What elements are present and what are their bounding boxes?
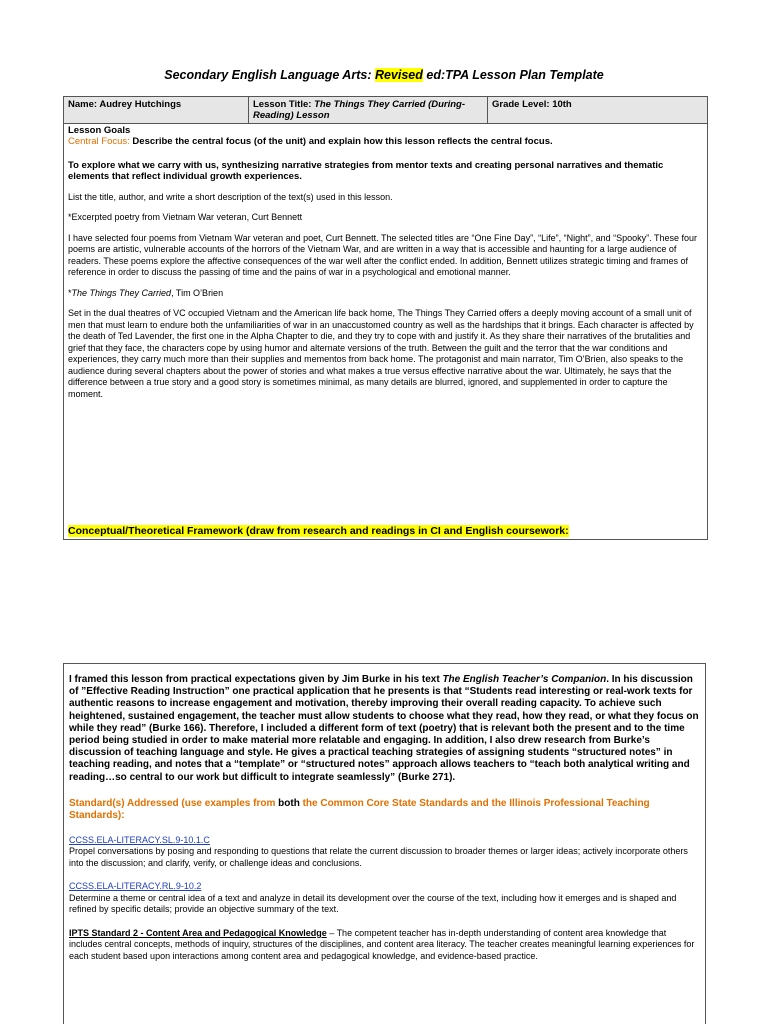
framework-text-1: I framed this lesson from practical expectations given by Jim Burke in his text xyxy=(69,674,443,685)
text2-description: Set in the dual theatres of VC occupied Vietnam and the American life back home, The Things They Carried offers a deeply moving account of a small unit of men that must learn to endure both the unfamiliarities of war in an unaccustomed country as well as the hardships that it brings. Each character is affected by the death of Ted Lavender, the first one in the Alpha Chapter to die, and they try to cope with and justify it. As they share their narratives of the brutalities and grief that they face, the characters cope by using humor and alternate versions of the truth. Between the guilt and the terror that the war conditions and experiences, they carry much more than their supplies and mementos from back home. The protagonist and main narrator, Tim O’Brien, also speaks to the audience during several chapters about the power of stories and what makes a true versus effective narrative about the war. Ultimately, he says that the difference between a true story and a good story is sometimes minimal, as many details are blurred, ignored, and supplemented in order to capture the moment. xyxy=(68,308,694,399)
name-cell xyxy=(64,97,249,124)
lesson-goals-heading: Lesson Goals xyxy=(68,125,131,136)
grade-value: 10th xyxy=(552,99,572,110)
lesson-goals-section xyxy=(64,124,708,518)
text1-description: I have selected four poems from Vietnam War veteran and poet, Curt Bennett. The selected titles are “One Fine Day”, “Life”, “Night”, and “Spooky”. These four poems are artistic, vulnerable accounts of the horrors of the Vietnam War, and are written in a way that is accessible and haunting for a large audience of readers. These poems explore the affective consequences of the war well after the conflict ended. In addition, Bennett utilizes strategic timing and frames of reference in order to discuss the passing of time and the pains of war in a psychological and emotional manner. xyxy=(68,232,697,277)
standard-2 xyxy=(69,881,700,916)
central-focus-label: Central Focus: xyxy=(68,136,130,147)
grade-cell xyxy=(488,97,708,124)
standards-heading-a: Standard(s) Addressed (use examples from xyxy=(69,797,279,809)
name-label: Name: xyxy=(68,99,98,110)
framework-text-2: . In his discussion of ”Effective Reading Instruction” one practical application that he presents is that “Students read interesting or real-work texts for authentic reasons to increase engagement and motivation, thereby improving their overall reading capacity. To achieve such heightened, sustained engagement, the teacher must allow students to choose what they read, how they read, or what they focus on while they read” (Burke 166). Therefore, I included a different form of text (poetry) that is relevant both the present and to the time period being studied in order to make material more relatable and engaging. In addition, I also drew research from Burke’s discussion of teaching language and style. He gives a practical teaching strategies of assigning students “structured notes” in teaching reading, and notes that a “template” or “structured notes” approach allows teachers to “teach both analytical writing and reading…so central to our work but difficult to integrate seamlessly” (Burke 271). xyxy=(69,674,699,783)
standards-heading-b: the Common Core State Standards and the Illinois Professional Teaching Standards): xyxy=(69,797,650,822)
lesson-plan-table xyxy=(63,96,708,540)
text2-title: The Things They Carried xyxy=(71,287,172,298)
title-highlight: Revised xyxy=(374,68,423,82)
standard-3 xyxy=(69,928,700,963)
framework-book-title: The English Teacher’s Companion xyxy=(442,674,607,685)
central-focus-line xyxy=(68,136,703,148)
text2-prefix: * xyxy=(68,287,72,298)
framework-continuation xyxy=(63,663,706,1024)
framework-paragraph xyxy=(69,674,700,784)
text2-title-line xyxy=(68,288,703,300)
standard-1-text: Propel conversations by posing and responding to questions that relate the current discussion to broader themes or larger ideas; actively incorporate others into the discussion; and clarify, verify, or challenge ideas and conclusions. xyxy=(69,846,688,868)
standard-3-code: IPTS Standard 2 - Content Area and Pedagogical Knowledge xyxy=(69,927,327,938)
standard-2-link[interactable]: CCSS.ELA-LITERACY.RL.9-10.2 xyxy=(69,881,202,892)
standards-heading xyxy=(69,798,700,823)
standards-heading-both: both xyxy=(278,797,300,809)
standard-2-text: Determine a theme or central idea of a text and analyze in detail its development over the course of the text, including how it emerges and is shaped and refined by specific details; provide an objective summary of the text. xyxy=(69,892,677,915)
central-focus-prompt: Describe the central focus (of the unit) and explain how this lesson reflects the central focus. xyxy=(132,136,553,147)
framework-heading-cell xyxy=(64,517,708,540)
lesson-title-cell xyxy=(249,97,488,124)
title-pre: Secondary English Language Arts: xyxy=(164,68,375,82)
title-post: ed:TPA Lesson Plan Template xyxy=(422,68,604,82)
grade-label: Grade Level: xyxy=(492,99,550,110)
standard-3-text: – The competent teacher has in-depth understanding of content area knowledge that includes central concepts, methods of inquiry, structures of the disciplines, and content area literacy. The teacher creates meaningful learning experiences for each student based upon interactions among content area and pedagogical knowledge, and evidence-based practice. xyxy=(69,927,695,961)
name-value: Audrey Hutchings xyxy=(99,99,182,110)
page-title xyxy=(0,68,768,82)
text1-title: *Excerpted poetry from Vietnam War veteran, Curt Bennett xyxy=(68,212,303,222)
text2-author: , Tim O’Brien xyxy=(171,287,224,298)
focus-statement: To explore what we carry with us, synthesizing narrative strategies from mentor texts and creating personal narratives and thematic elements that reflect individual growth experiences. xyxy=(68,159,664,182)
standard-1-link[interactable]: CCSS.ELA-LITERACY.SL.9-10.1.C xyxy=(69,834,210,845)
framework-heading: Conceptual/Theoretical Framework (draw from research and readings in CI and English coursework: xyxy=(68,525,569,537)
standard-1 xyxy=(69,835,700,870)
lesson-title-label: Lesson Title: xyxy=(253,99,312,110)
text-prompt: List the title, author, and write a short description of the text(s) used in this lesson. xyxy=(68,191,393,202)
lesson-title-value: The Things They Carried (During-Reading) Lesson xyxy=(253,99,466,121)
